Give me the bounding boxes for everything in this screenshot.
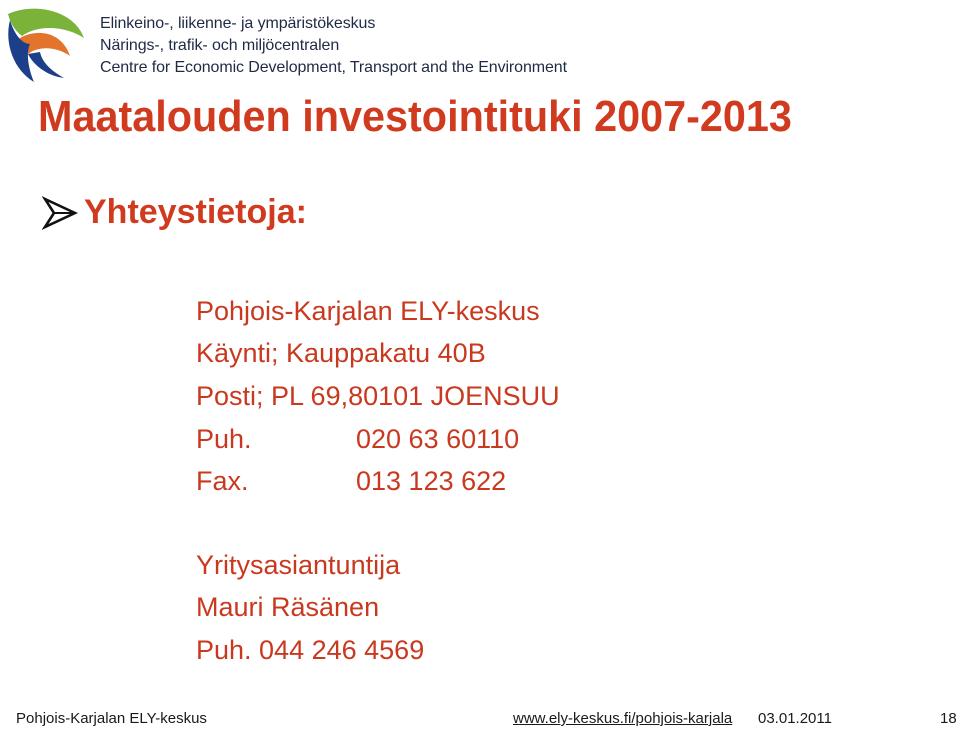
footer-date: 03.01.2011 bbox=[758, 710, 832, 727]
page-number: 18 bbox=[940, 710, 957, 727]
contact-visit-address: Käynti; Kauppakatu 40B bbox=[196, 338, 486, 368]
expert-phone: Puh. 044 246 4569 bbox=[196, 635, 425, 665]
contact-heading: Yhteystietoja: bbox=[84, 193, 307, 231]
phone-number: 020 63 60110 bbox=[356, 424, 520, 454]
org-name-english: Centre for Economic Development, Transport and the Environment bbox=[100, 59, 567, 76]
slide-title: Maatalouden investointituki 2007-2013 bbox=[38, 92, 792, 141]
expert-name: Mauri Räsänen bbox=[196, 592, 380, 622]
fax-number: 013 123 622 bbox=[356, 466, 507, 496]
fax-label: Fax. bbox=[196, 466, 249, 496]
arrow-bullet-icon bbox=[42, 195, 78, 231]
footer-org: Pohjois-Karjalan ELY-keskus bbox=[16, 710, 207, 727]
org-name-swedish: Närings-, trafik- och miljöcentralen bbox=[100, 37, 340, 54]
ely-leaf-logo-icon bbox=[4, 4, 86, 84]
phone-label: Puh. bbox=[196, 424, 252, 454]
org-name-finnish: Elinkeino-, liikenne- ja ympäristökeskus bbox=[100, 15, 376, 32]
expert-role: Yritysasiantuntija bbox=[196, 550, 401, 580]
contact-org: Pohjois-Karjalan ELY-keskus bbox=[196, 296, 540, 326]
footer-website-link[interactable]: www.ely-keskus.fi/pohjois-karjala bbox=[513, 710, 733, 727]
heading-row bbox=[42, 193, 307, 232]
contact-postal-address: Posti; PL 69,80101 JOENSUU bbox=[196, 381, 560, 411]
